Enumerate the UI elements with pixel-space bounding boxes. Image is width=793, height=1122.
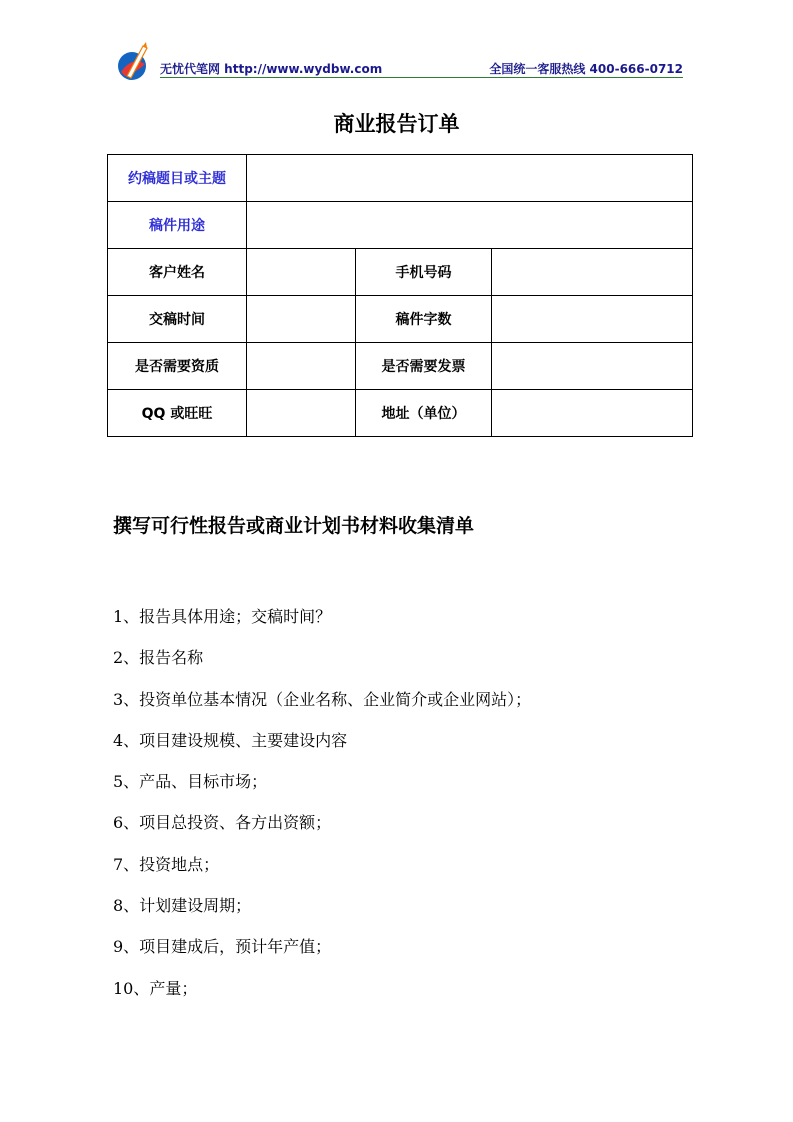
word-count-label: 稿件字数 <box>356 296 492 343</box>
table-row <box>108 296 693 343</box>
phone-field[interactable] <box>492 249 693 296</box>
deadline-field[interactable] <box>247 296 356 343</box>
address-field[interactable] <box>492 390 693 437</box>
list-item: 10、产量； <box>113 978 198 998</box>
list-item: 6、项目总投资、各方出资额； <box>113 813 332 833</box>
list-item: 9、项目建成后，预计年产值； <box>113 937 332 957</box>
list-item: 8、计划建设周期； <box>113 896 252 916</box>
usage-field[interactable] <box>247 202 693 249</box>
phone-label: 手机号码 <box>356 249 492 296</box>
hotline-text: 全国统一客服热线 400-666-0712 <box>489 62 683 76</box>
deadline-label: 交稿时间 <box>108 296 247 343</box>
header-divider <box>160 77 683 78</box>
qq-label: QQ 或旺旺 <box>108 390 247 437</box>
pen-logo-icon <box>115 42 155 82</box>
checklist-heading: 撰写可行性报告或商业计划书材料收集清单 <box>113 515 475 537</box>
qq-field[interactable] <box>247 390 356 437</box>
qualification-field[interactable] <box>247 343 356 390</box>
invoice-label: 是否需要发票 <box>356 343 492 390</box>
table-row <box>108 155 693 202</box>
list-item: 1、报告具体用途；交稿时间？ <box>113 607 332 626</box>
table-row <box>108 249 693 296</box>
qualification-label: 是否需要资质 <box>108 343 247 390</box>
order-form-table <box>107 154 693 437</box>
table-row <box>108 390 693 437</box>
topic-label: 约稿题目或主题 <box>108 155 247 202</box>
invoice-field[interactable] <box>492 343 693 390</box>
address-label: 地址（单位） <box>356 390 492 437</box>
table-row <box>108 202 693 249</box>
checklist <box>113 603 531 1016</box>
usage-label: 稿件用途 <box>108 202 247 249</box>
list-item: 4、项目建设规模、主要建设内容 <box>113 730 348 750</box>
topic-field[interactable] <box>247 155 693 202</box>
word-count-field[interactable] <box>492 296 693 343</box>
list-item: 5、产品、目标市场； <box>113 772 268 792</box>
list-item: 7、投资地点； <box>113 854 220 874</box>
page-header <box>115 42 683 78</box>
customer-name-field[interactable] <box>247 249 356 296</box>
customer-name-label: 客户姓名 <box>108 249 247 296</box>
list-item: 3、投资单位基本情况（企业名称、企业简介或企业网站）； <box>113 689 532 709</box>
table-row <box>108 343 693 390</box>
site-name-link[interactable]: 无忧代笔网 http://www.wydbw.com <box>160 62 383 76</box>
list-item: 2、报告名称 <box>113 648 204 668</box>
page-title: 商业报告订单 <box>333 112 460 136</box>
